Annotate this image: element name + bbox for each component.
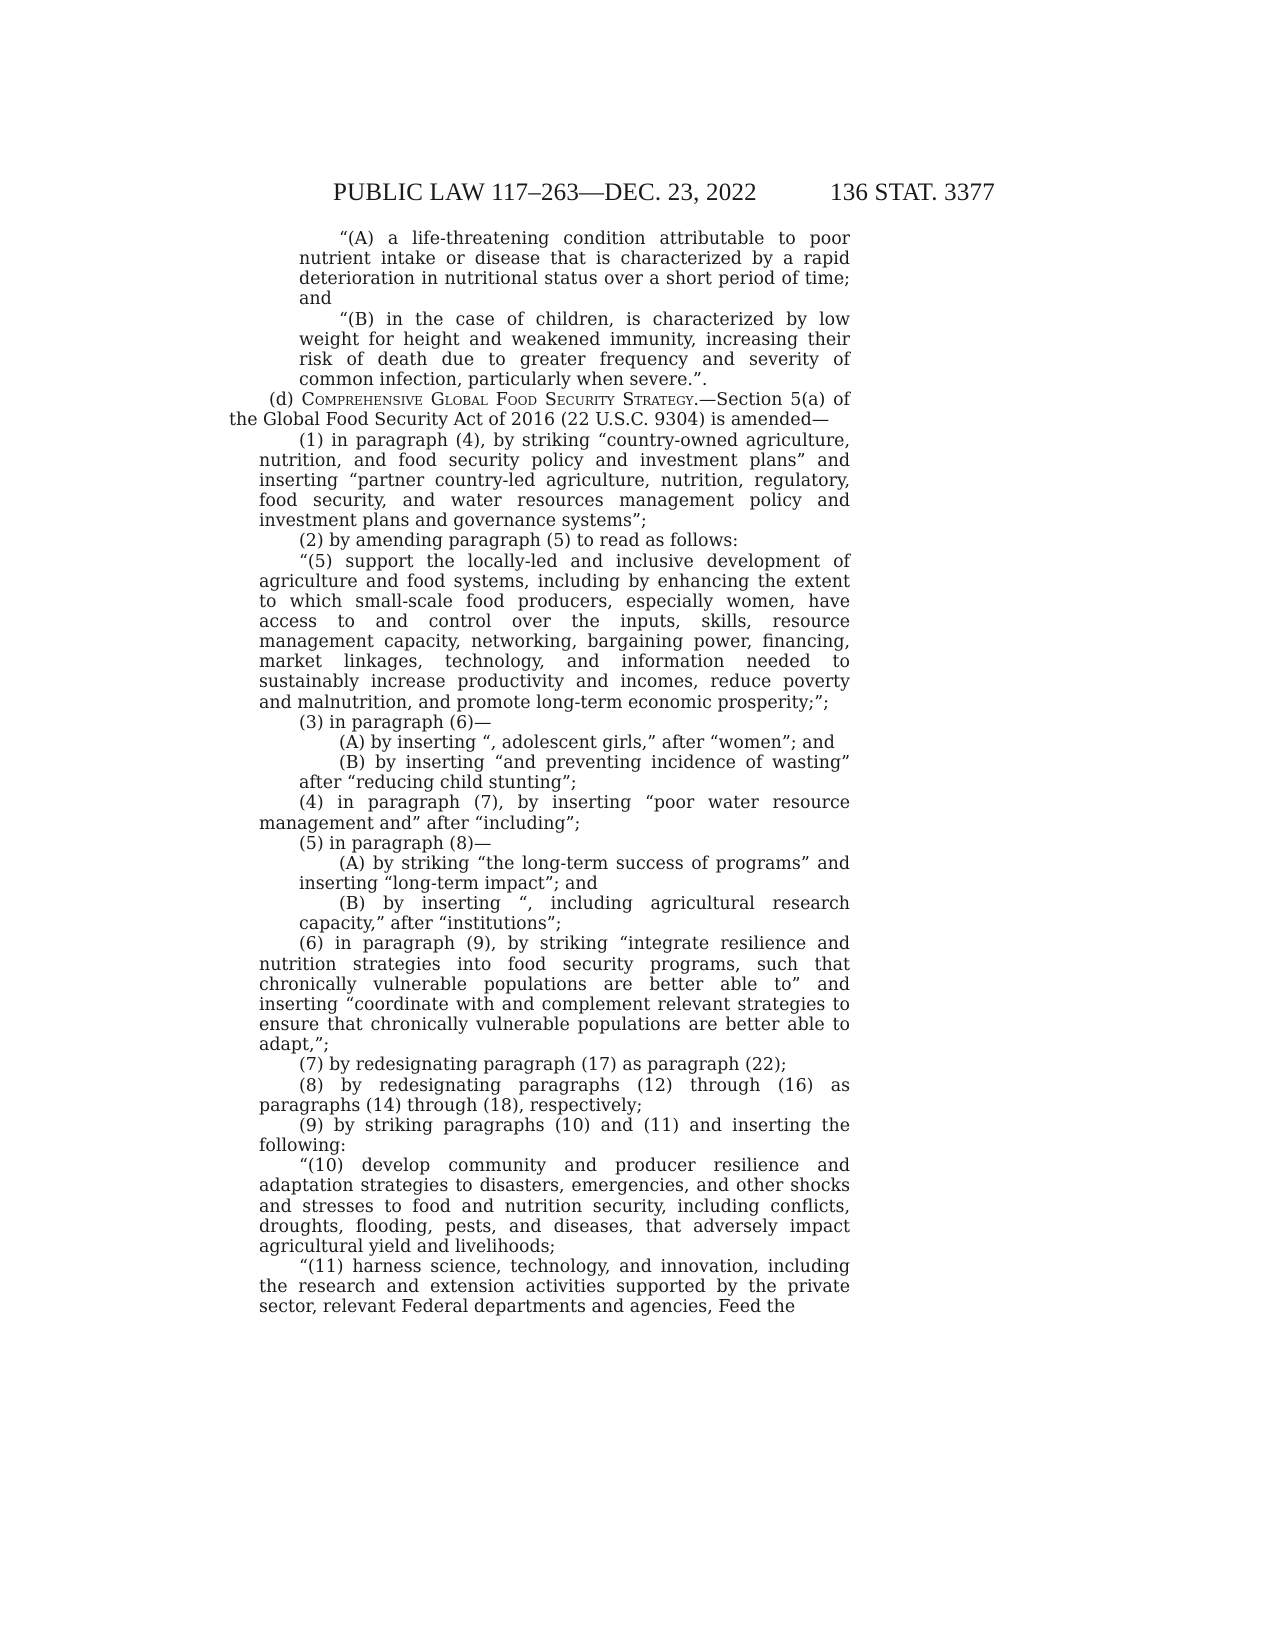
amendment-5-A: (A) by striking “the long-term success of programs” and inserting “long-term impact”; and <box>299 853 850 894</box>
quoted-paragraph-5: “(5) support the locally-led and inclusive development of agriculture and food systems, including by enhancing the extent to which small-scale food producers, especially women, have access to and control over the inputs, skills, resource management capacity, networking, bargaining power, financing, market linkages, technology, and information needed to sustainably increase productivity and incomes, reduce poverty and malnutrition, and promote long-term economic prosperity;”; <box>259 551 850 713</box>
amendment-1: (1) in paragraph (4), by striking “country-owned agriculture, nutrition, and food security policy and investment plans” and inserting “partner country-led agriculture, nutrition, regulatory, food security, and water resources management policy and investment plans and governance systems”; <box>259 430 850 532</box>
subsection-d-text: Section 5(a) of the Global Food Security Act of 2016 (22 U.S.C. 9304) is amended— <box>229 390 850 431</box>
subsection-d-label: (d) <box>269 390 302 411</box>
amendment-8: (8) by redesignating paragraphs (12) through (16) as paragraphs (14) through (18), respectively; <box>259 1075 850 1116</box>
amendment-4: (4) in paragraph (7), by inserting “poor water resource management and” after “including”; <box>259 793 850 834</box>
running-head-title: PUBLIC LAW 117–263—DEC. 23, 2022 <box>333 179 757 206</box>
page-number: 136 STAT. 3377 <box>830 179 995 206</box>
amendment-3-B: (B) by inserting “and preventing incidence of wasting” after “reducing child stunting”; <box>299 753 850 794</box>
subsection-d-heading: Comprehensive Global Food Security Strategy. <box>301 390 699 411</box>
amendment-3-A: (A) by inserting “, adolescent girls,” after “women”; and <box>339 732 835 753</box>
amendment-6: (6) in paragraph (9), by striking “integrate resilience and nutrition strategies into food security programs, such that chronically vulnerable populations are better able to” and inserting “coordinate with and complement relevant strategies to ensure that chronically vulnerable populations are better able to adapt,”; <box>259 934 850 1056</box>
subsection-d-dash: — <box>698 390 717 411</box>
subsection-d <box>229 390 850 430</box>
amendment-7: (7) by redesignating paragraph (17) as paragraph (22); <box>299 1055 787 1076</box>
paragraph-A: “(A) a life-threatening condition attributable to poor nutrient intake or disease that is characterized by a rapid deterioration in nutritional status over a short period of time; and <box>299 229 850 310</box>
amendment-9: (9) by striking paragraphs (10) and (11) and inserting the following: <box>259 1115 850 1157</box>
amendment-5: (5) in paragraph (8)— <box>299 833 492 854</box>
amendment-5-B: (B) by inserting “, including agricultural research capacity,” after “institutions”; <box>299 894 850 935</box>
quoted-paragraph-11: “(11) harness science, technology, and innovation, including the research and extension activities supported by the private sector, relevant Federal departments and agencies, Feed the <box>259 1256 850 1318</box>
quoted-paragraph-10: “(10) develop community and producer resilience and adaptation strategies to disasters, emergencies, and other shocks and stresses to food and nutrition security, including conflicts, droughts, flooding, pests, and diseases, that adversely impact agricultural yield and livelihoods; <box>259 1156 850 1257</box>
amendment-2: (2) by amending paragraph (5) to read as follows: <box>299 531 739 552</box>
paragraph-B: “(B) in the case of children, is characterized by low weight for height and weakened immunity, increasing their risk of death due to greater frequency and severity of common infection, particularly when severe.”. <box>299 309 850 391</box>
amendment-3: (3) in paragraph (6)— <box>299 712 492 733</box>
page-header <box>0 179 1275 219</box>
document-body <box>229 229 850 1317</box>
